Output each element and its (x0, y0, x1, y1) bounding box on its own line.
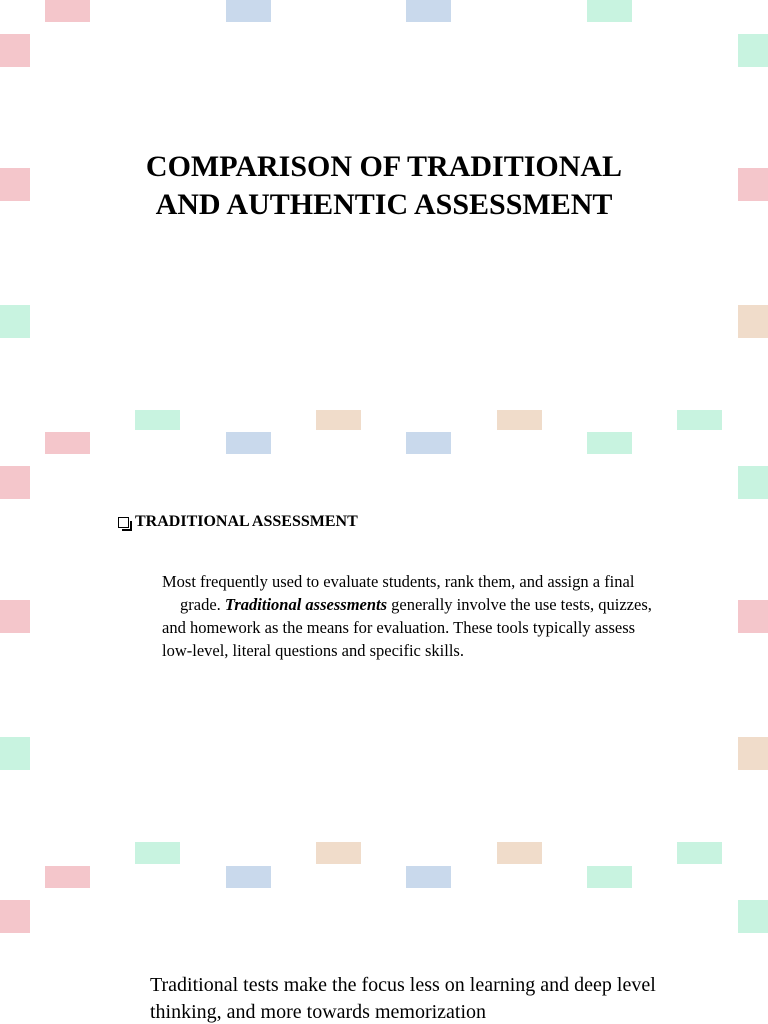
decor-tile (226, 0, 271, 22)
decor-tile (497, 410, 542, 430)
section-heading (118, 512, 358, 532)
decor-tile (497, 842, 542, 864)
checkbox-icon (118, 517, 129, 528)
decor-tile (738, 305, 768, 338)
decor-tile (316, 410, 361, 430)
paragraph-part-2: grade. (180, 595, 221, 614)
decor-tile (406, 432, 451, 454)
body-paragraph: Traditional tests make the focus less on learning and deep level thinking, and more towards memorization (150, 974, 656, 1023)
paragraph-emphasis: Traditional assessments (224, 595, 388, 614)
decor-tile (135, 410, 180, 430)
decor-tile (45, 866, 90, 888)
decor-tile (406, 866, 451, 888)
paragraph-part-3: generally involve the use tests, quizzes, and homework as the means for evaluation. These tools typically assess low-level, literal questions and specific skills. (162, 595, 652, 660)
decor-tile (0, 305, 30, 338)
decor-tile (587, 866, 632, 888)
decor-tile (677, 842, 722, 864)
decor-tile (135, 842, 180, 864)
decor-tile (0, 466, 30, 499)
slide-traditional-tests (0, 866, 768, 1024)
slide-title (0, 0, 768, 430)
decor-tile (406, 0, 451, 22)
decor-tile (226, 866, 271, 888)
slide-traditional-assessment (0, 432, 768, 864)
decor-tile (738, 900, 768, 933)
paragraph-part-1: Most frequently used to evaluate students, rank them, and assign a final (162, 572, 635, 591)
body-paragraph (162, 570, 652, 662)
decor-tile (738, 466, 768, 499)
decor-tile (45, 0, 90, 22)
decor-tile (226, 432, 271, 454)
decor-tile (316, 842, 361, 864)
decor-tile (587, 432, 632, 454)
decor-tile (738, 600, 768, 633)
decor-tile (677, 410, 722, 430)
decor-tile (0, 34, 30, 67)
decor-tile (45, 432, 90, 454)
decor-tile (0, 600, 30, 633)
section-heading-text: TRADITIONAL ASSESSMENT (135, 513, 358, 530)
title-line-1: COMPARISON OF TRADITIONAL (145, 150, 623, 183)
title-line-2: AND AUTHENTIC ASSESSMENT (155, 188, 613, 221)
decor-tile (738, 34, 768, 67)
decor-tile (0, 900, 30, 933)
slide-title-heading (0, 148, 768, 224)
decor-tile (0, 737, 30, 770)
decor-tile (738, 737, 768, 770)
decor-tile (587, 0, 632, 22)
